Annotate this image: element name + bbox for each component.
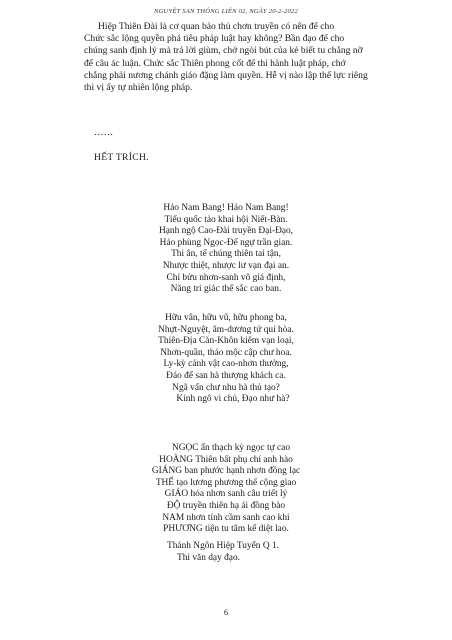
poem-line: ĐỘ truyền thiên hạ ái đồng bào [166,500,286,511]
poem-line: HOÀNG Thiên bất phụ chí anh hào [159,454,293,465]
ellipsis: …… [94,127,114,138]
poem-line: Hạnh ngộ Cao-Đài truyền Đại-Đạo, [158,226,294,237]
paragraph-line: chúng sanh định lý mà trả lời giùm, chớ ngòi bút của kẻ biết tu chẳng nỡ [84,45,363,57]
source-citation: Thánh Ngôn Hiệp Tuyển Q 1. [167,541,279,551]
poem-line: Chỉ bửu nhơn-sanh vô giá định, [166,272,286,283]
source-subtitle: Thi văn dạy đạo. [177,553,241,563]
poem-line: Kính ngô vi chủ, Đạo như hà? [176,394,290,405]
poem-line: Ly-kỳ cảnh vật cao-nhơn thưởng, [163,359,289,370]
intro-paragraph [84,21,376,94]
poem-line: THẾ tạo lương phương thế cộng giao [155,477,297,488]
poem-line: Năng tri giác thế sắc cao ban. [170,284,282,295]
poem-line: Nhựt-Nguyệt, âm-dương tứ quí hòa. [158,324,294,335]
poem-line: Hảo phùng Ngọc-Đế ngự trần gian. [159,237,293,248]
poem-line: Tiểu quốc tảo khai hội Niết-Bàn. [164,214,288,225]
poem-line: PHƯƠNG tiện tu tâm kể diệt lao. [163,524,289,535]
poem-line: Đáo để san hà thượng khách ca. [166,370,286,381]
poem-line: Thiên-Địa Càn-Khôn kiêm vạn loại, [158,336,294,347]
poem-line: NAM nhơn tính cầm sanh cao khí [162,512,290,523]
paragraph-line: Hiệp Thiên Đài là cơ quan bảo thủ chơn truyền có nên để cho [98,21,335,32]
poem-line: Nhược thiệt, nhược lư vạn đại an. [162,260,290,271]
poem-stanza-1 [0,203,452,296]
poem-line: NGỌC ẩn thạch kỳ ngọc tự cao [171,443,291,453]
poem-line: Ngã vấn chư nhu hà thủ tạo? [172,382,280,393]
page-number: 6 [224,608,228,617]
poem-line: Hảo Nam Bang! Hảo Nam Bang! [163,203,289,213]
paragraph-line: để câu ác luận. Chức sắc Thiên phong cốt để thi hành luật pháp, chớ [84,57,346,69]
end-excerpt-label: HẾT TRÍCH. [94,152,149,163]
poem-line: Nhơn-quần, thảo mộc cập chư hoa. [160,347,292,358]
poem-line: Hữu vân, hữu vũ, hữu phong ba, [165,313,287,323]
poem-stanza-2 [0,313,452,406]
paragraph-line: chẳng phải nương chánh giáo đặng làm quyền. Hễ vị nào lập thế lực riêng [84,69,368,81]
paragraph-line: thì vị ấy tự nhiên lộng pháp. [84,82,193,94]
paragraph-line: Chức sắc lộng quyền phá tiêu pháp luật hay không? Bần đạo để cho [84,33,345,45]
page-header: NGUYỆT SAN THÔNG LIÊN 02, NGÀY 20-2-2022 [154,8,298,15]
poem-stanza-3 [0,443,452,536]
poem-line: GIÁO hóa nhơn sanh câu triết lý [164,489,288,500]
poem-line: Thi ân, tế chúng thiên tai tận, [171,249,281,260]
poem-line: GIÁNG ban phước hạnh nhơn đồng lạc [151,466,301,477]
